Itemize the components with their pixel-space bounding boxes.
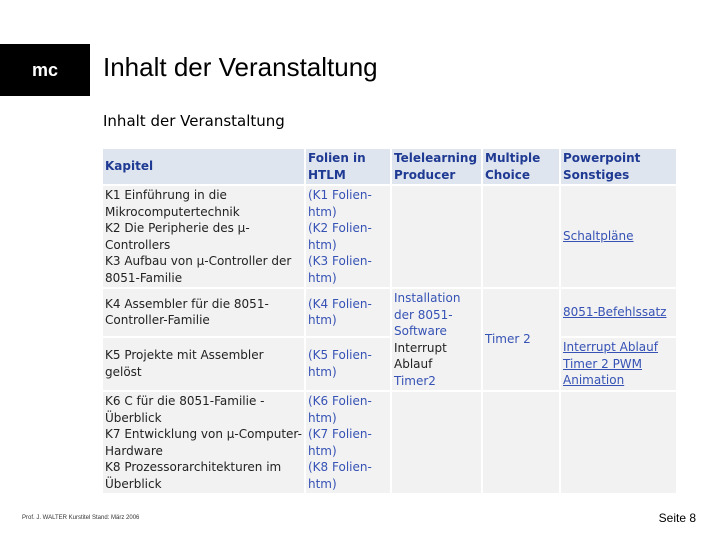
folien-link-k4[interactable]: (K4 Folien-htm) bbox=[308, 296, 372, 328]
kapitel-cell bbox=[102, 391, 305, 494]
telelearning-cell bbox=[391, 185, 482, 288]
table-row bbox=[102, 288, 677, 337]
multiple-choice-cell bbox=[482, 391, 560, 494]
chapter-k2: K2 Die Peripherie des µ-Controllers bbox=[105, 221, 250, 252]
telelearning-link-installation[interactable]: Installation der 8051-Software bbox=[394, 291, 461, 338]
folien-link-k3[interactable]: (K3 Folien-htm) bbox=[308, 254, 372, 285]
header-folien: Folien in HTLM bbox=[305, 148, 391, 185]
powerpoint-cell bbox=[560, 288, 677, 337]
table-row bbox=[102, 337, 677, 391]
course-table bbox=[101, 147, 678, 495]
folien-link-k2[interactable]: (K2 Folien-htm) bbox=[308, 221, 372, 252]
kapitel-cell bbox=[102, 288, 305, 337]
befehlssatz-link[interactable]: 8051-Befehlssatz bbox=[563, 305, 667, 320]
folien-cell bbox=[305, 288, 391, 337]
multiple-choice-link-timer2[interactable]: Timer 2 bbox=[485, 332, 531, 347]
header-telelearning: Telelearning Producer bbox=[391, 148, 482, 185]
header-multiple-choice: Multiple Choice bbox=[482, 148, 560, 185]
content-heading: Inhalt der Veranstaltung bbox=[103, 112, 285, 130]
chapter-k6: K6 C für die 8051-Familie - Überblick bbox=[105, 394, 265, 425]
page-number: Seite 8 bbox=[658, 511, 696, 525]
footer-author: Prof. J. WALTER Kurstitel Stand: März 2006 bbox=[22, 515, 140, 521]
folien-link-k1[interactable]: (K1 Folien-htm) bbox=[308, 188, 372, 219]
interrupt-animation-link[interactable]: Interrupt Ablauf Timer 2 PWM Animation bbox=[563, 340, 658, 388]
folien-link-k6[interactable]: (K6 Folien-htm) bbox=[308, 394, 372, 425]
logo-text: mc bbox=[31, 59, 58, 80]
header-kapitel: Kapitel bbox=[102, 148, 305, 185]
folien-link-k5[interactable]: (K5 Folien-htm) bbox=[308, 348, 372, 379]
chapter-k7: K7 Entwicklung von µ-Computer-Hardware bbox=[105, 427, 302, 458]
folien-cell bbox=[305, 391, 391, 494]
chapter-k4: K4 Assembler für die 8051-Controller-Familie bbox=[105, 296, 269, 328]
table-row bbox=[102, 185, 677, 288]
powerpoint-cell bbox=[560, 185, 677, 288]
kapitel-cell bbox=[102, 185, 305, 288]
folien-link-k7[interactable]: (K7 Folien-htm) bbox=[308, 427, 372, 458]
chapter-k3: K3 Aufbau von µ-Controller der 8051-Familie bbox=[105, 254, 292, 285]
chapter-k5: K5 Projekte mit Assembler gelöst bbox=[105, 348, 264, 379]
folien-link-k8[interactable]: (K8 Folien-htm) bbox=[308, 460, 372, 491]
telelearning-cell bbox=[391, 288, 482, 391]
table-row bbox=[102, 391, 677, 494]
multiple-choice-cell bbox=[482, 288, 560, 391]
powerpoint-cell bbox=[560, 391, 677, 494]
slide-title: Inhalt der Veranstaltung bbox=[103, 52, 378, 82]
telelearning-interrupt-ablauf: Interrupt Ablauf bbox=[394, 340, 447, 371]
chapter-k1: K1 Einführung in die Mikrocomputertechnik bbox=[105, 188, 240, 219]
powerpoint-cell bbox=[560, 337, 677, 391]
logo bbox=[0, 44, 90, 96]
kapitel-cell bbox=[102, 337, 305, 391]
header-powerpoint: Powerpoint Sonstiges bbox=[560, 148, 677, 185]
folien-cell bbox=[305, 185, 391, 288]
telelearning-cell bbox=[391, 391, 482, 494]
schaltplaene-link[interactable]: Schaltpläne bbox=[563, 229, 634, 244]
multiple-choice-cell bbox=[482, 185, 560, 288]
chapter-k8: K8 Prozessorarchitekturen im Überblick bbox=[105, 460, 282, 491]
telelearning-link-timer2[interactable]: Timer2 bbox=[394, 373, 436, 388]
folien-cell bbox=[305, 337, 391, 391]
